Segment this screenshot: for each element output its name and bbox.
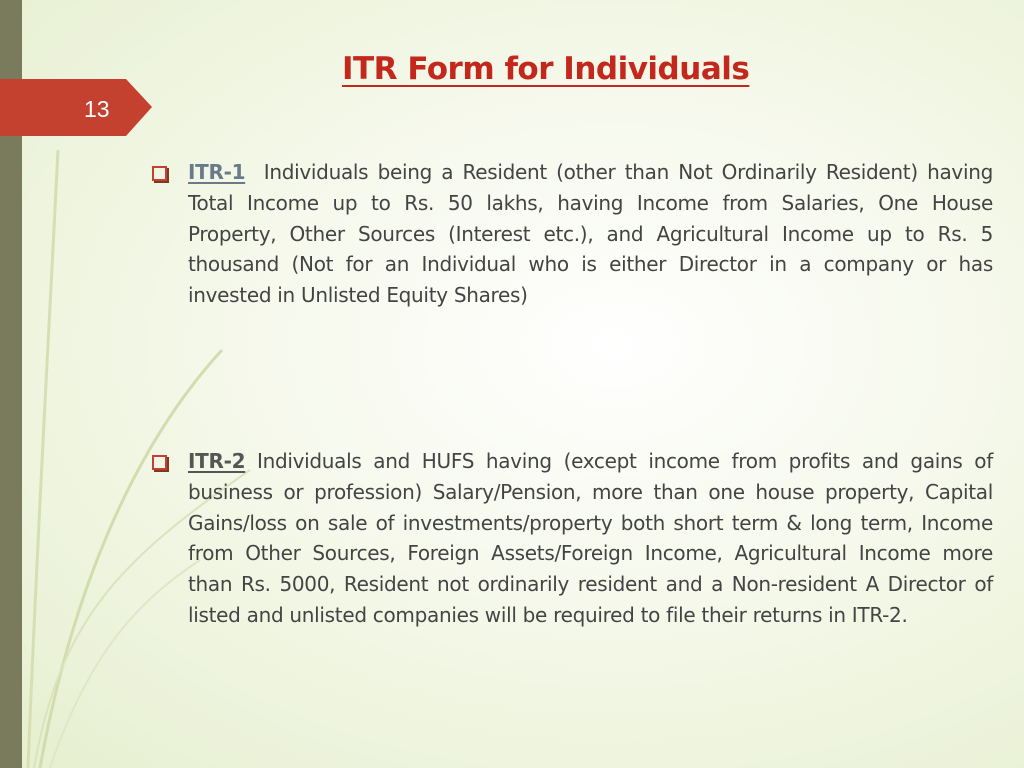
slide-number: 13: [84, 96, 110, 122]
form-code-label: ITR-1: [188, 160, 246, 184]
bullet-itr-1: [188, 157, 993, 311]
form-code-label: ITR-2: [188, 449, 246, 473]
form-description: Individuals and HUFS having (except income from profits and gains of business or profession) Salary/Pension, more than one house property, Capital Gains/loss on sale of investments/property both short term & long term, Income from Other Sources, Foreign Assets/Foreign Income, Agricultural Income more than Rs. 5000, Resident not ordinarily resident and a Non-resident A Director of listed and unlisted companies will be required to file their returns in ITR-2.: [188, 449, 993, 627]
checkbox-bullet-icon: [152, 455, 167, 470]
page-title: ITR Form for Individuals: [342, 51, 750, 87]
form-description: Individuals being a Resident (other than Not Ordinarily Resident) having Total Income up to Rs. 50 lakhs, having Income from Salaries, One House Property, Other Sources (Interest etc.), and Agricultural Income up to Rs. 5 thousand (Not for an Individual who is either Director in a company or has invested in Unlisted Equity Shares): [188, 160, 993, 308]
slide-number-badge: [0, 79, 152, 136]
bullet-itr-2: [188, 446, 993, 631]
checkbox-bullet-icon: [152, 166, 167, 181]
